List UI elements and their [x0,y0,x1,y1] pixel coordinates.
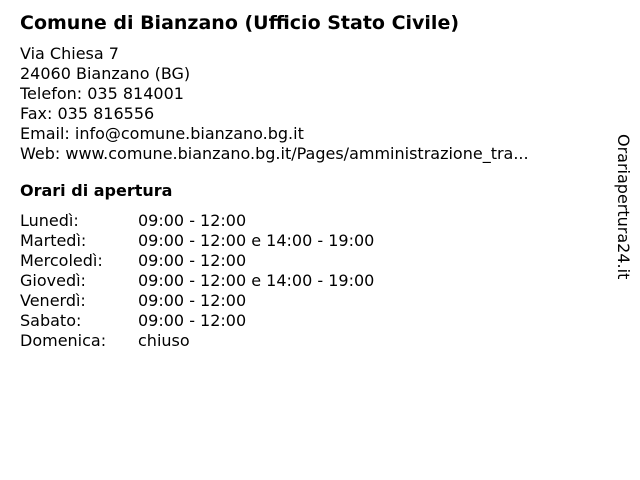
hours-day: Sabato: [20,311,82,330]
office-card [20,10,600,351]
hours-day: Martedì: [20,231,87,250]
address-block [20,44,600,164]
street-line: Via Chiesa 7 [20,44,119,63]
office-title: Comune di Bianzano (Ufficio Stato Civile) [20,12,460,34]
hours-day: Mercoledì: [20,251,103,270]
hours-table [20,211,600,351]
hours-time: 09:00 - 12:00 [138,311,247,330]
hours-day: Venerdì: [20,291,86,310]
hours-row [20,251,600,271]
web-line: Web: www.comune.bianzano.bg.it/Pages/amministrazione_tra... [20,144,529,163]
hours-time: 09:00 - 12:00 e 14:00 - 19:00 [138,271,375,290]
hours-row [20,211,600,231]
hours-row [20,231,600,251]
hours-heading: Orari di apertura [20,181,173,200]
hours-day: Lunedì: [20,211,79,230]
hours-time: chiuso [138,331,190,350]
hours-time: 09:00 - 12:00 e 14:00 - 19:00 [138,231,375,250]
hours-time: 09:00 - 12:00 [138,291,247,310]
site-watermark: Orariapertura24.it [614,134,633,280]
hours-time: 09:00 - 12:00 [138,251,247,270]
phone-line: Telefon: 035 814001 [20,84,184,103]
hours-row [20,271,600,291]
hours-row [20,311,600,331]
hours-row [20,291,600,311]
fax-line: Fax: 035 816556 [20,104,155,123]
hours-row [20,331,600,351]
hours-day: Giovedì: [20,271,86,290]
email-line: Email: info@comune.bianzano.bg.it [20,124,304,143]
hours-day: Domenica: [20,331,107,350]
hours-time: 09:00 - 12:00 [138,211,247,230]
city-line: 24060 Bianzano (BG) [20,64,191,83]
